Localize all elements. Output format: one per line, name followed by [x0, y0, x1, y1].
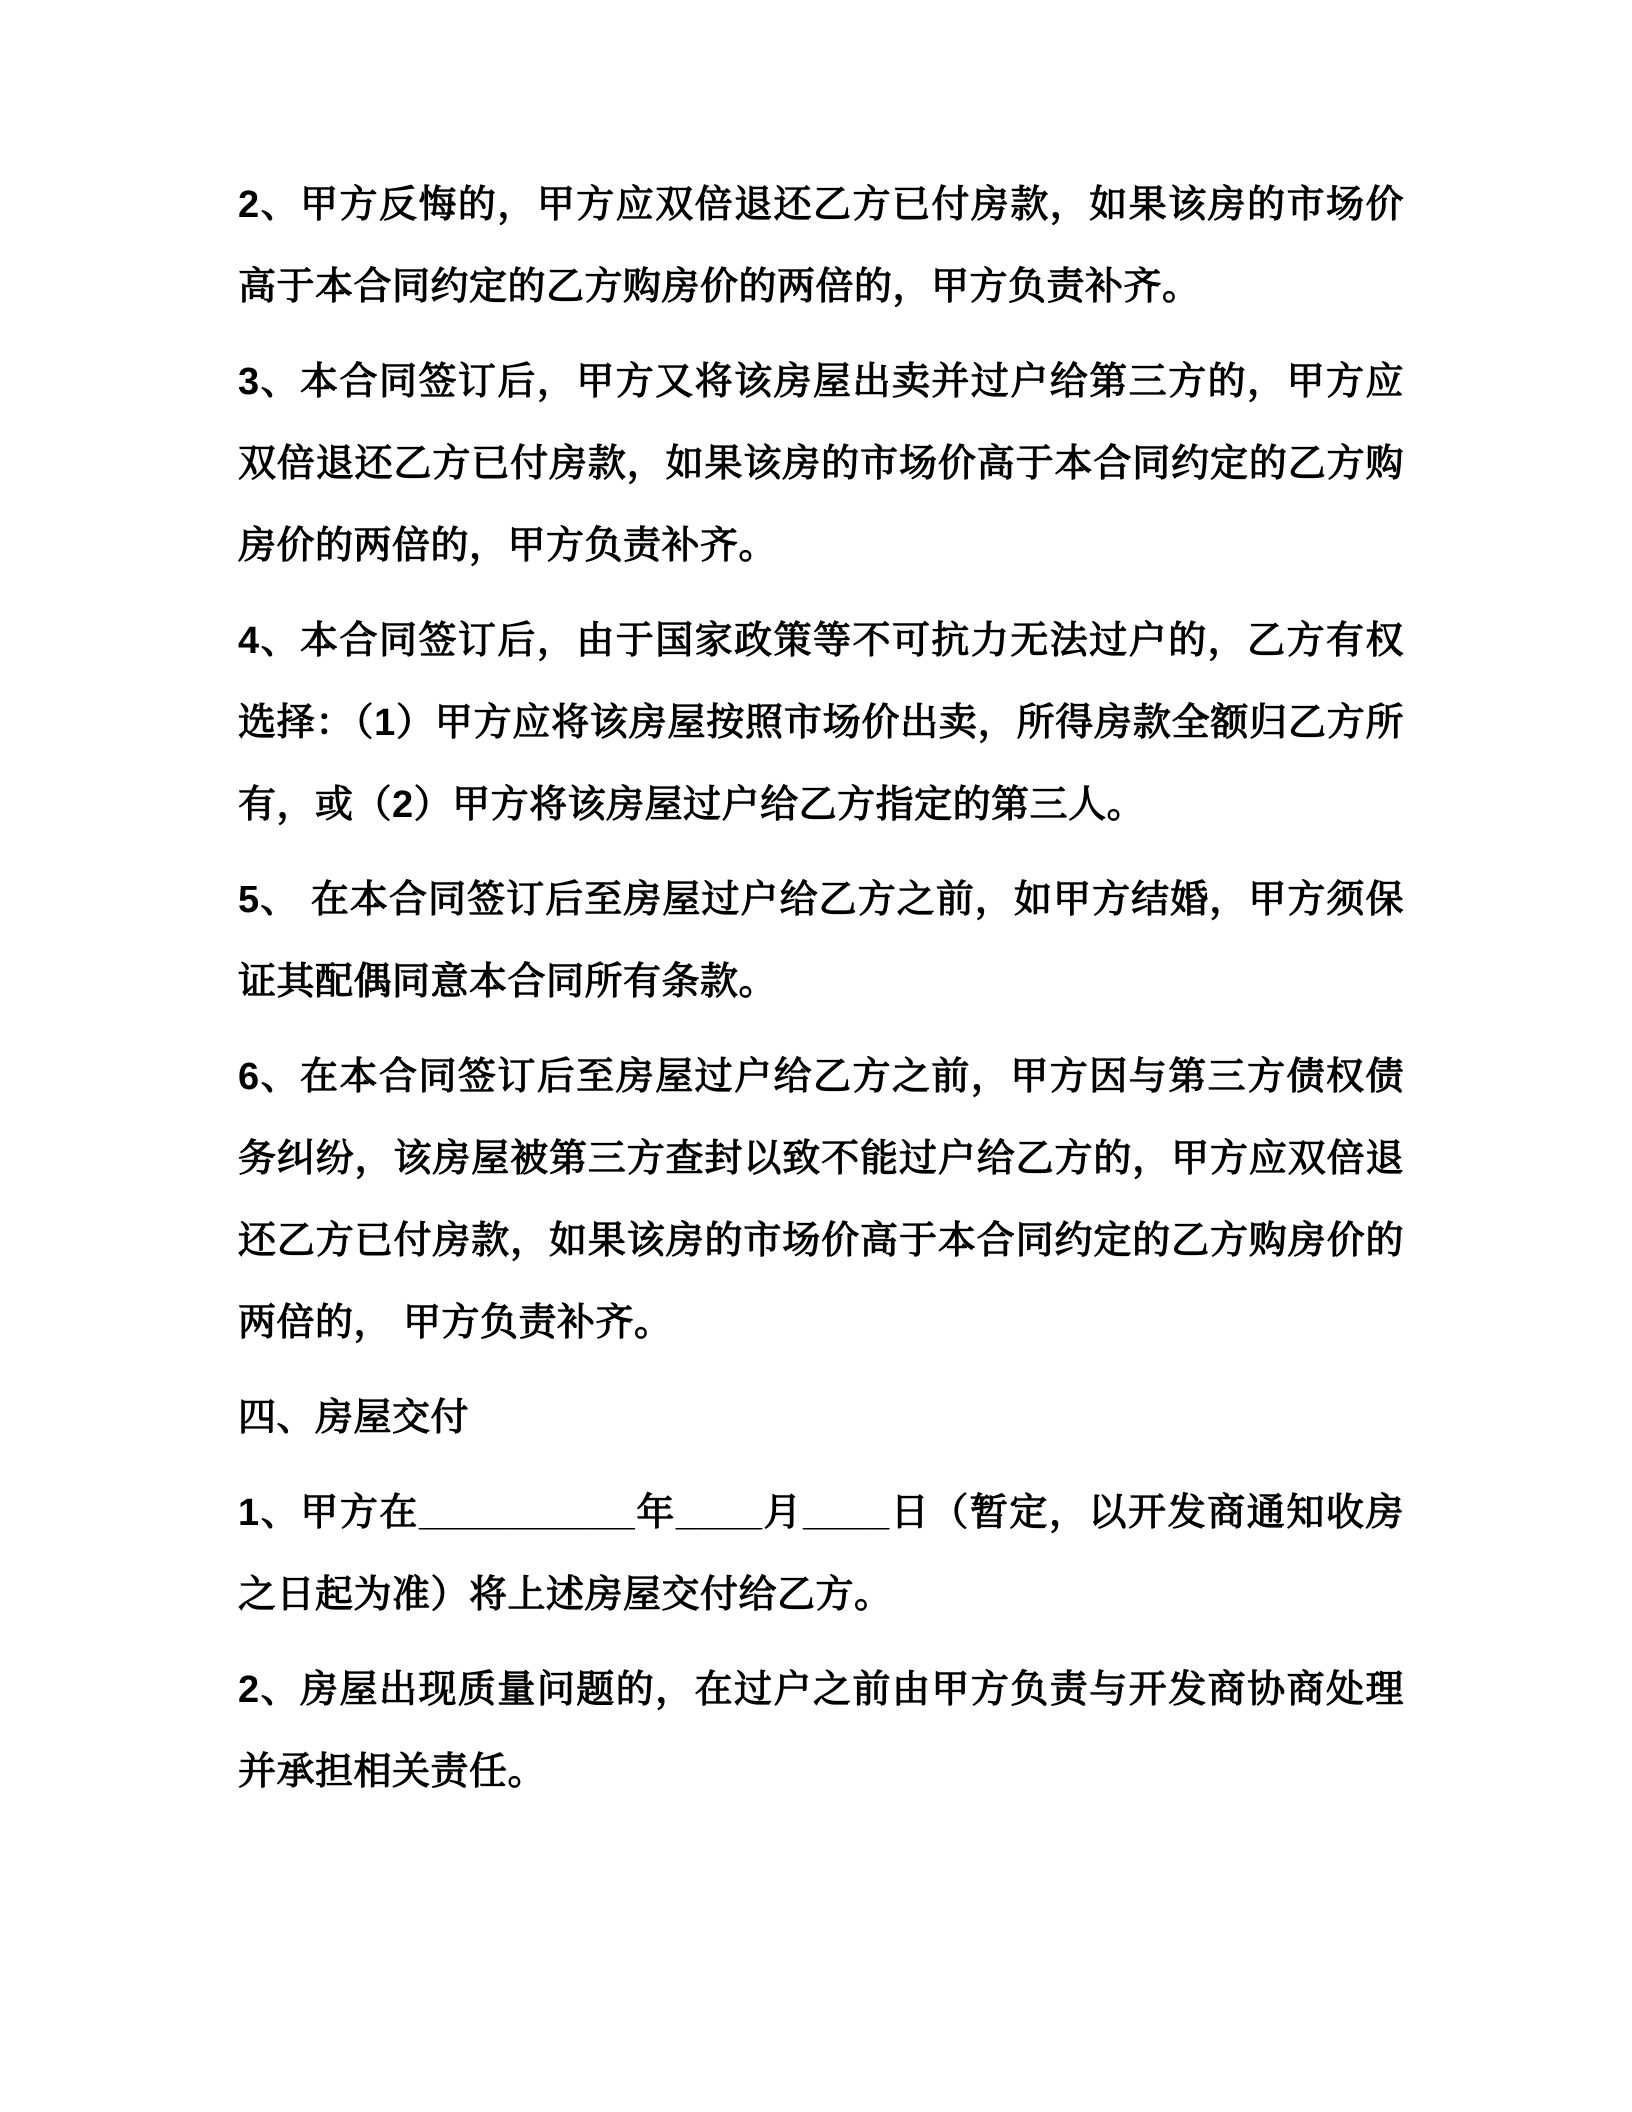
contract-paragraph-5: 5、 在本合同签订后至房屋过户给乙方之前，如甲方结婚，甲方须保证其配偶同意本合同所有条款。 — [238, 879, 1404, 1003]
contract-paragraph-4: 4、本合同签订后，由于国家政策等不可抗力无法过户的，乙方有权选择：（1）甲方应将该房屋按照市场价出卖，所得房款全额归乙方所有，或（2）甲方将该房屋过户给乙方指定的第三人。 — [238, 620, 1404, 826]
contract-body — [238, 164, 1404, 1813]
contract-paragraph-6: 6、在本合同签订后至房屋过户给乙方之前，甲方因与第三方债权债务纠纷，该房屋被第三方查封以致不能过户给乙方的，甲方应双倍退还乙方已付房款，如果该房的市场价高于本合同约定的乙方购房价的两倍的， 甲方负责补齐。 — [238, 1056, 1404, 1344]
delivery-paragraph-2: 2、房屋出现质量问题的，在过户之前由甲方负责与开发商协商处理并承担相关责任。 — [238, 1669, 1404, 1793]
section-heading-house-delivery: 四、房屋交付 — [238, 1397, 470, 1439]
contract-paragraph-2: 2、甲方反悔的，甲方应双倍退还乙方已付房款，如果该房的市场价高于本合同约定的乙方购房价的两倍的，甲方负责补齐。 — [238, 184, 1404, 308]
delivery-paragraph-1: 1、甲方在__________年____月____日（暂定，以开发商通知收房之日起为准）将上述房屋交付给乙方。 — [238, 1492, 1404, 1616]
contract-paragraph-3: 3、本合同签订后，甲方又将该房屋出卖并过户给第三方的，甲方应双倍退还乙方已付房款，如果该房的市场价高于本合同约定的乙方购房价的两倍的，甲方负责补齐。 — [238, 361, 1404, 567]
